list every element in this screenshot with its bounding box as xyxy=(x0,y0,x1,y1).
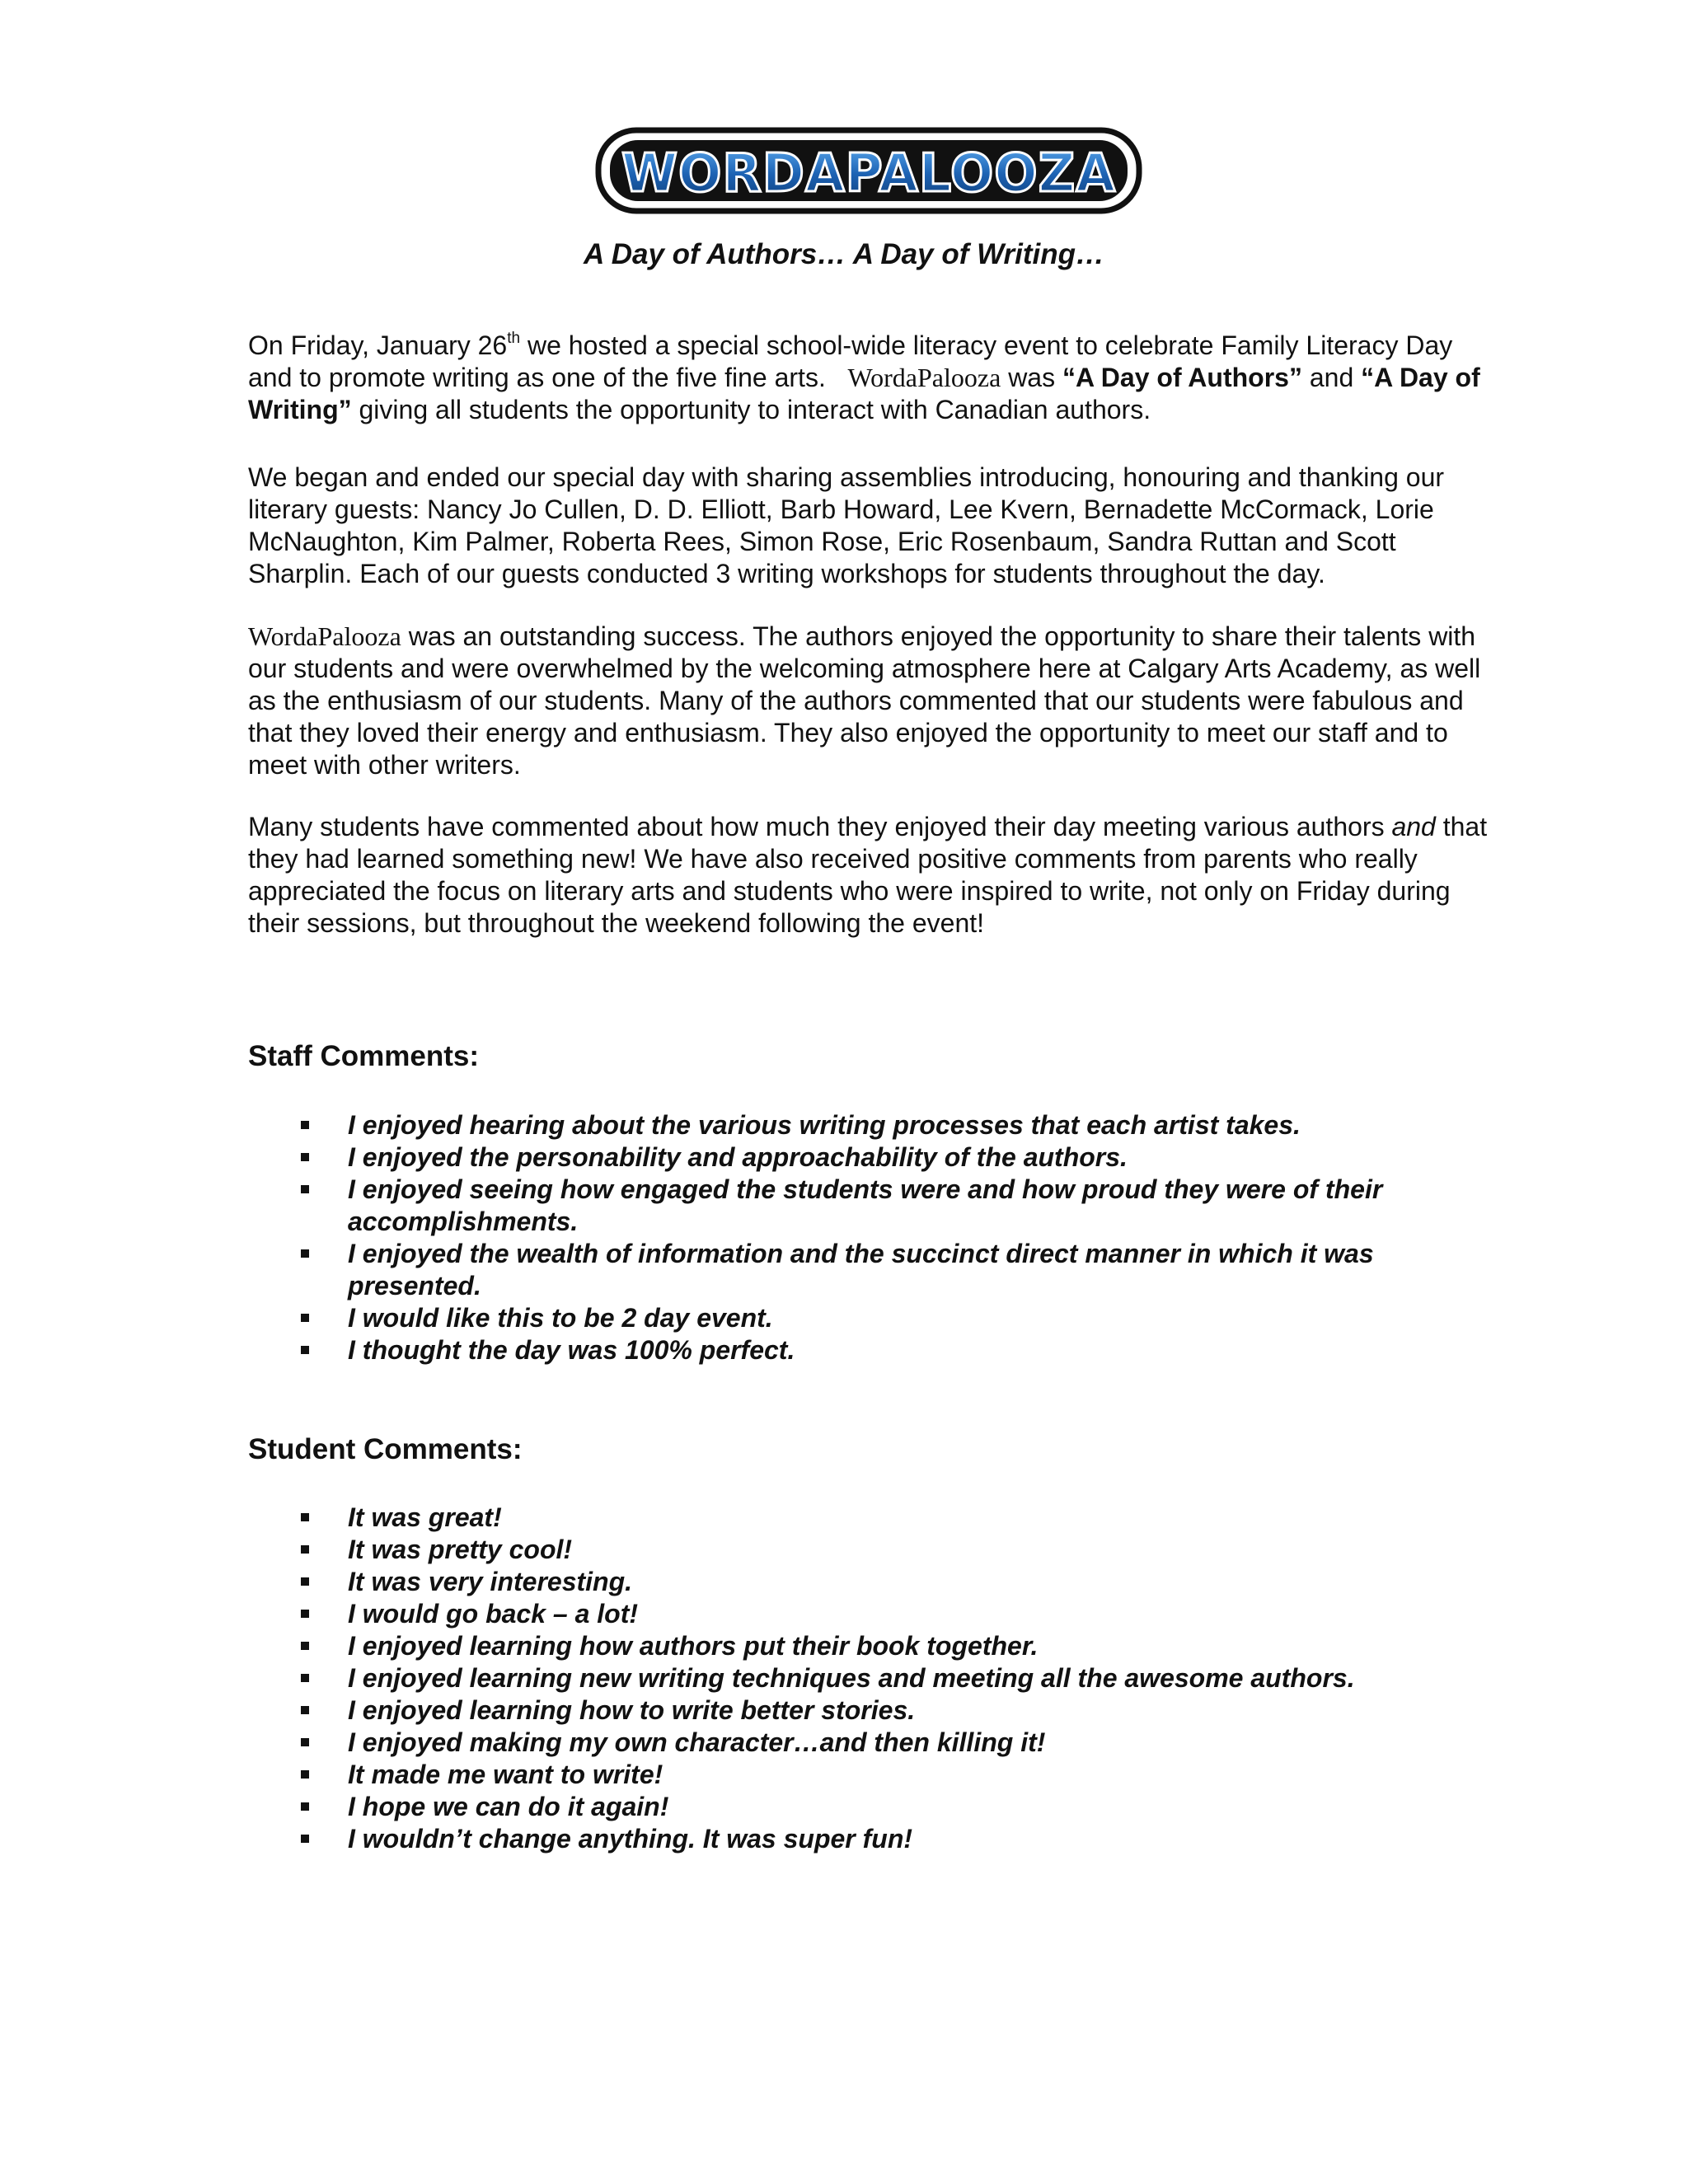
comment-text: I enjoyed hearing about the various writing processes that each artist takes. xyxy=(348,1110,1301,1140)
p4-emphasis: and xyxy=(1391,812,1436,841)
comment-text: It was great! xyxy=(348,1502,502,1532)
p1-text-a: On Friday, January 26 xyxy=(248,330,508,360)
square-bullet-icon xyxy=(301,1153,309,1161)
comment-text: It was very interesting. xyxy=(348,1567,633,1596)
square-bullet-icon xyxy=(301,1185,309,1193)
comment-text: I wouldn’t change anything. It was super fun! xyxy=(348,1824,913,1854)
comment-text: I enjoyed seeing how engaged the students were and how proud they were of their accomplishments. xyxy=(348,1174,1383,1236)
comment-text: I enjoyed the personability and approachability of the authors. xyxy=(348,1142,1128,1172)
p1-text-d: and xyxy=(1301,363,1362,392)
list-item xyxy=(298,1694,1484,1727)
square-bullet-icon xyxy=(301,1577,309,1586)
list-item xyxy=(298,1630,1484,1662)
p1-bold-writing: “A Day of Writing” xyxy=(248,363,1480,424)
comment-text: I enjoyed the wealth of information and the succinct direct manner in which it was presented. xyxy=(348,1239,1374,1301)
list-item xyxy=(298,1759,1484,1791)
p3-brand-name: WordaPalooza xyxy=(248,621,401,651)
square-bullet-icon xyxy=(301,1610,309,1618)
list-item xyxy=(298,1823,1484,1855)
square-bullet-icon xyxy=(301,1802,309,1811)
intro-paragraph-1 xyxy=(248,330,1501,426)
list-item xyxy=(298,1238,1484,1302)
p1-brand-name: WordaPalooza xyxy=(847,363,1001,392)
square-bullet-icon xyxy=(301,1770,309,1779)
list-item xyxy=(298,1334,1484,1366)
comment-text: I enjoyed learning new writing techniques and meeting all the awesome authors. xyxy=(348,1663,1355,1693)
list-item xyxy=(298,1109,1484,1141)
comment-text: I enjoyed making my own character…and then killing it! xyxy=(348,1727,1046,1757)
comment-text: I thought the day was 100% perfect. xyxy=(348,1335,795,1365)
comment-text: I would like this to be 2 day event. xyxy=(348,1303,773,1333)
staff-comments-list xyxy=(298,1109,1484,1366)
list-item xyxy=(298,1141,1484,1174)
wordapalooza-logo xyxy=(593,122,1144,219)
square-bullet-icon xyxy=(301,1738,309,1746)
list-item xyxy=(298,1791,1484,1823)
p2-text: We began and ended our special day with sharing assemblies introducing, honouring and thanking our literary guests: Nancy Jo Cullen, D. D. Elliott, Barb Howard, Lee Kvern, Bernadette McCormack, Lorie McNaughton, Kim Palmer, Roberta Rees, Simon Rose, Eric Rosenbaum, Sandra Ruttan and Scott Sharplin. Each of our guests conducted 3 writing workshops for students throughout the day. xyxy=(248,462,1445,588)
square-bullet-icon xyxy=(301,1346,309,1354)
square-bullet-icon xyxy=(301,1513,309,1521)
intro-paragraph-2 xyxy=(248,462,1501,590)
square-bullet-icon xyxy=(301,1835,309,1843)
intro-paragraph-4 xyxy=(248,811,1501,940)
list-item xyxy=(298,1534,1484,1566)
list-item xyxy=(298,1662,1484,1694)
comment-text: I enjoyed learning how to write better stories. xyxy=(348,1695,916,1725)
staff-comments-heading: Staff Comments: xyxy=(248,1040,480,1072)
page-subtitle: A Day of Authors… A Day of Writing… xyxy=(584,238,1104,270)
square-bullet-icon xyxy=(301,1706,309,1714)
list-item xyxy=(298,1566,1484,1598)
p1-superscript: th xyxy=(507,330,521,347)
student-comments-heading: Student Comments: xyxy=(248,1433,523,1465)
list-item xyxy=(298,1502,1484,1534)
p4-text-b: that they had learned something new! We have also received positive comments from parents who really appreciated the focus on literary arts and students who were inspired to write, not only on Friday during their sessions, but throughout the weekend following the event! xyxy=(248,812,1488,938)
comment-text: It made me want to write! xyxy=(348,1760,663,1789)
square-bullet-icon xyxy=(301,1545,309,1554)
p1-text-e: giving all students the opportunity to interact with Canadian authors. xyxy=(351,395,1151,424)
student-comments-list xyxy=(298,1502,1484,1855)
intro-paragraph-3 xyxy=(248,621,1501,781)
square-bullet-icon xyxy=(301,1121,309,1129)
logo-lettering: WORDAPALOOZA xyxy=(621,143,1116,204)
square-bullet-icon xyxy=(301,1314,309,1322)
comment-text: It was pretty cool! xyxy=(348,1535,573,1564)
list-item xyxy=(298,1174,1484,1238)
p1-text-b: we hosted a special school-wide literacy event to celebrate Family Literacy Day and to promote writing as one of the five fine arts. xyxy=(248,330,1453,392)
square-bullet-icon xyxy=(301,1249,309,1258)
list-item xyxy=(298,1598,1484,1630)
p1-text-c: was xyxy=(1001,363,1062,392)
p3-text: was an outstanding success. The authors enjoyed the opportunity to share their talents with our students and were overwhelmed by the welcoming atmosphere here at Calgary Arts Academy, as well as the enthusiasm of our students. Many of the authors commented that our students were fabulous and that they loved their energy and enthusiasm. They also enjoyed the opportunity to meet our staff and to meet with other writers. xyxy=(248,621,1481,780)
comment-text: I would go back – a lot! xyxy=(348,1599,639,1629)
comment-text: I hope we can do it again! xyxy=(348,1792,669,1821)
p4-text-a: Many students have commented about how much they enjoyed their day meeting various authors xyxy=(248,812,1392,841)
comment-text: I enjoyed learning how authors put their book together. xyxy=(348,1631,1039,1661)
square-bullet-icon xyxy=(301,1674,309,1682)
list-item xyxy=(298,1302,1484,1334)
p1-bold-authors: “A Day of Authors” xyxy=(1062,363,1302,392)
square-bullet-icon xyxy=(301,1642,309,1650)
list-item xyxy=(298,1727,1484,1759)
